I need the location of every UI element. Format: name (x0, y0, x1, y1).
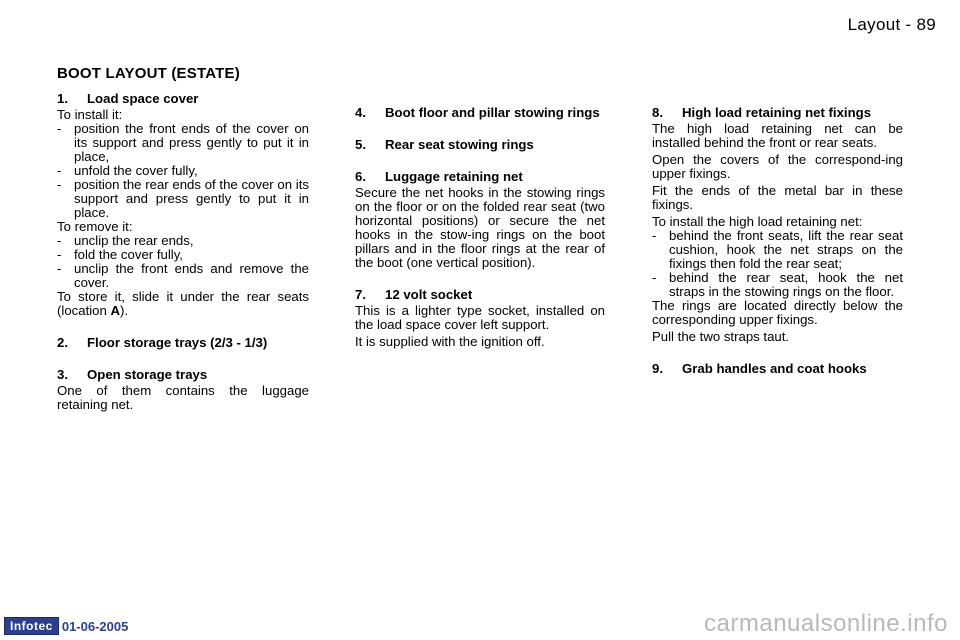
section-6-heading: 6. Luggage retaining net (355, 169, 523, 184)
section-5-heading: 5. Rear seat stowing rings (355, 137, 534, 152)
column-2 (355, 106, 605, 349)
section-8-heading: 8. High load retaining net fixings (652, 105, 872, 120)
section-7-text-1: This is a lighter type socket, installed on the load space cover left support. (355, 303, 605, 332)
section-7-text-2: It is supplied with the ignition off. (355, 334, 545, 349)
list-item: - position the rear ends of the cover on its support and press gently to put it in place. (57, 177, 309, 220)
section-8-para-3: Fit the ends of the metal bar in these fixings. (652, 183, 903, 212)
section-3-text: One of them contains the luggage retaining net. (57, 383, 309, 412)
store-text: To store it, slide it under the rear seats (location A). (57, 289, 309, 318)
watermark: carmanualsonline.info (704, 610, 948, 637)
section-3-heading: 3. Open storage trays (57, 367, 208, 382)
install-label: To install it: (57, 107, 123, 122)
list-item: - unfold the cover fully, (57, 163, 198, 178)
section-8-para-4: To install the high load retaining net: (652, 214, 863, 229)
section-2-heading: 2. Floor storage trays (2/3 - 1/3) (57, 335, 268, 350)
list-item: - behind the front seats, lift the rear seat cushion, hook the net straps on the fixings then fold the rear seat; (652, 228, 903, 271)
list-item: - unclip the rear ends, (57, 233, 194, 248)
print-date: 01-06-2005 (61, 618, 129, 634)
location-label: A (110, 303, 121, 318)
section-9-heading: 9. Grab handles and coat hooks (652, 361, 867, 376)
infotec-logo: Infotec (4, 617, 59, 635)
list-item: - behind the rear seat, hook the net straps in the stowing rings on the floor. (652, 270, 903, 299)
remove-label: To remove it: (57, 219, 133, 234)
list-item: - position the front ends of the cover on its support and press gently to put it in place, (57, 121, 309, 164)
section-8-para-1: The high load retaining net can be installed behind the front or rear seats. (652, 121, 903, 150)
section-4-heading: 4. Boot floor and pillar stowing rings (355, 105, 600, 120)
section-8-para-5: The rings are located directly below the corresponding upper fixings. (652, 298, 903, 327)
list-item: - fold the cover fully, (57, 247, 183, 262)
column-1 (57, 92, 309, 412)
section-8-para-6: Pull the two straps taut. (652, 329, 790, 344)
page-header: Layout - 89 (847, 15, 936, 34)
page-title: BOOT LAYOUT (ESTATE) (57, 65, 240, 82)
section-6-text: Secure the net hooks in the stowing rings on the floor or on the folded rear seat (two horizontal positions) or secure the net hooks in the stow-ing rings on the boot pillars and in the floor rings at the rear of the boot (one vertical position). (355, 185, 605, 270)
section-1-heading (57, 92, 309, 106)
section-7-heading: 7. 12 volt socket (355, 287, 473, 302)
section-8-para-2: Open the covers of the correspond-ing upper fixings. (652, 152, 903, 181)
column-3 (652, 106, 903, 376)
list-item: - unclip the front ends and remove the cover. (57, 261, 309, 290)
section-title: Load space cover (87, 91, 199, 106)
section-number: 1. (57, 91, 68, 106)
footer (4, 617, 128, 635)
